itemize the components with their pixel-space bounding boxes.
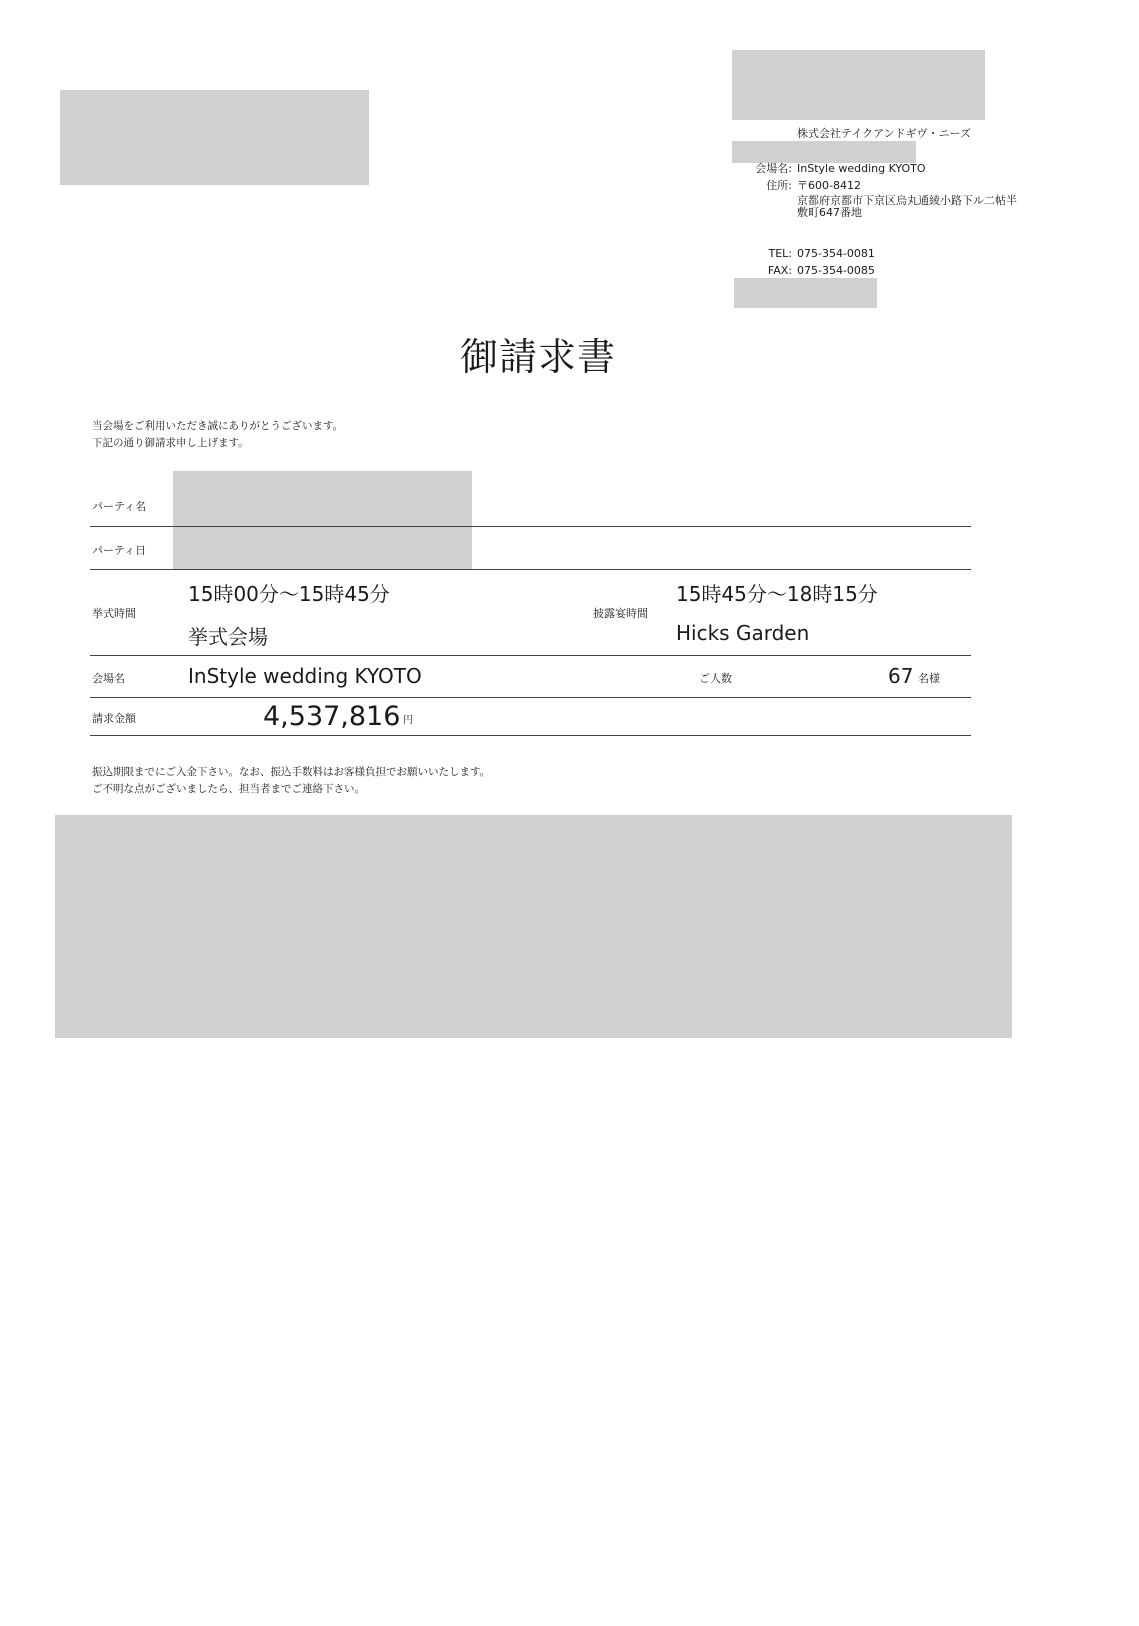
redacted-party-info xyxy=(173,471,472,569)
reception-time: 15時45分～18時15分 xyxy=(676,582,878,606)
venue-name: InStyle wedding KYOTO xyxy=(188,664,422,688)
guests-unit: 名様 xyxy=(918,672,940,685)
intro-text xyxy=(92,418,343,452)
issuer-address-line1: 京都府京都市下京区烏丸通綾小路下ル二帖半 xyxy=(797,194,1017,207)
guests-label: ご人数 xyxy=(699,672,732,685)
table-rule-5 xyxy=(90,735,971,736)
party-date-label: パーティ日 xyxy=(92,544,147,557)
redacted-stamp xyxy=(734,278,877,308)
issuer-address-label: 住所: xyxy=(766,179,792,192)
table-rule-1 xyxy=(90,526,971,527)
intro-line1: 当会場をご利用いただき誠にありがとうございます。 xyxy=(92,420,344,432)
ceremony-time-label: 挙式時間 xyxy=(92,607,136,620)
table-rule-2 xyxy=(90,569,971,570)
amount-label: 請求金額 xyxy=(92,712,136,725)
venue-label: 会場名 xyxy=(92,672,125,685)
redacted-bank-details xyxy=(55,815,1012,1038)
notes-line1: 振込期限までにご入金下さい。なお、振込手数料はお客様負担でお願いいたします。 xyxy=(92,766,491,778)
issuer-tel: 075-354-0081 xyxy=(797,247,875,260)
reception-place: Hicks Garden xyxy=(676,621,810,645)
issuer-fax: 075-354-0085 xyxy=(797,264,875,277)
redacted-recipient xyxy=(60,90,369,185)
redacted-issuer-logo xyxy=(732,50,985,120)
issuer-postal: 〒600-8412 xyxy=(797,179,861,192)
table-rule-3 xyxy=(90,655,971,656)
issuer-venue-label: 会場名: xyxy=(755,162,792,175)
party-name-label: パーティ名 xyxy=(92,500,147,513)
ceremony-time: 15時00分～15時45分 xyxy=(188,582,390,606)
issuer-company: 株式会社テイクアンドギヴ・ニーズ xyxy=(797,127,972,140)
issuer-fax-label: FAX: xyxy=(767,264,792,277)
issuer-address-line2: 敷町647番地 xyxy=(797,206,862,219)
notes-line2: ご不明な点がございましたら、担当者までご連絡下さい。 xyxy=(92,783,365,795)
issuer-address xyxy=(797,195,1017,219)
amount-unit: 円 xyxy=(403,715,413,726)
invoice-title: 御請求書 xyxy=(459,335,616,379)
issuer-venue: InStyle wedding KYOTO xyxy=(797,162,926,175)
guests-count: 67 xyxy=(888,664,914,688)
issuer-tel-label: TEL: xyxy=(768,247,792,260)
table-rule-4 xyxy=(90,697,971,698)
amount-value: 4,537,816 xyxy=(263,701,401,732)
intro-line2: 下記の通り御請求申し上げます。 xyxy=(92,437,249,449)
reception-time-label: 披露宴時間 xyxy=(593,607,648,620)
ceremony-place: 挙式会場 xyxy=(188,625,268,649)
payment-notes xyxy=(92,764,490,798)
